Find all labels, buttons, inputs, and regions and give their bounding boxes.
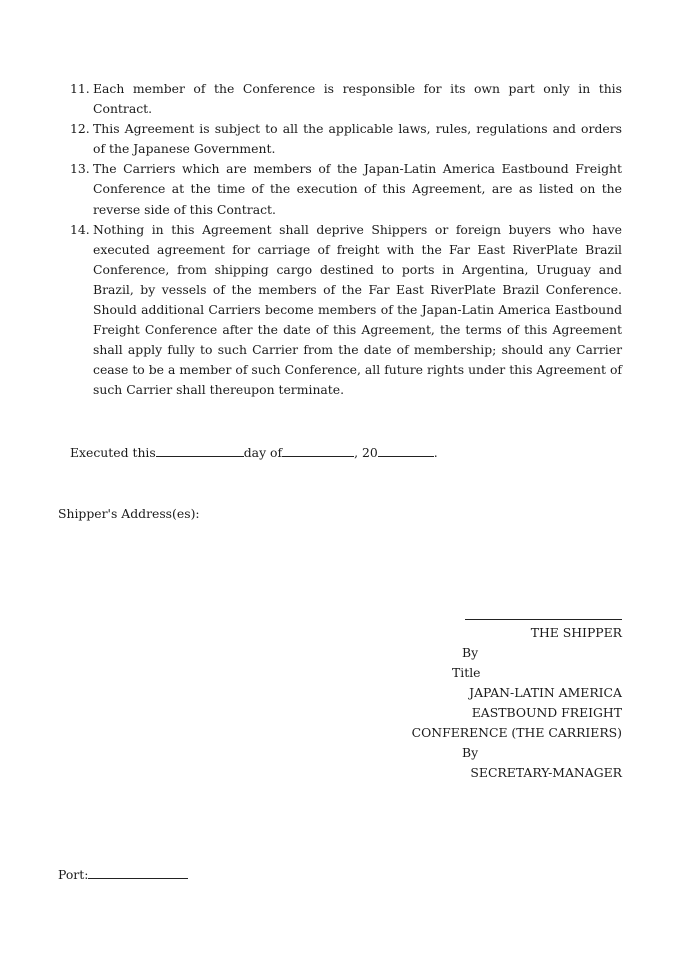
clause-number: 14. bbox=[70, 221, 90, 237]
port-field[interactable] bbox=[88, 866, 188, 879]
execution-line bbox=[70, 443, 680, 463]
clause-text: Nothing in this Agreement shall deprive Shippers or foreign buyers who have executed agreement for carriage of freight with the Far East RiverPlate Brazil Conference, from shipping cargo destined to ports in Argentina, Uruguay and Brazil, by vessels of the members of the Far East RiverPlate Brazil Conference. Should additional Carriers become members of the Japan-Latin America Eastbound Freight Conference after the date of this Agreement, the terms of this Agreement shall apply fully to such Carrier from the date of membership; should any Carrier cease to be a member of such Conference, all future rights under this Agreement of such Carrier shall thereupon terminate. bbox=[93, 221, 622, 398]
carrier-name-line-2: EASTBOUND FREIGHT bbox=[471, 704, 622, 720]
carrier-name-line-1: JAPAN-LATIN AMERICA bbox=[469, 684, 622, 700]
clause-11 bbox=[70, 79, 622, 119]
signature-block bbox=[0, 619, 680, 799]
shipper-address-label: Shipper's Address(es): bbox=[58, 505, 200, 521]
clause-text: The Carriers which are members of the Japan-Latin America Eastbound Freight Conference at the time of the execution of this Agreement, are as listed on the reverse side of this Contract. bbox=[93, 161, 622, 217]
execution-day-field[interactable] bbox=[156, 444, 244, 457]
the-shipper-label: THE SHIPPER bbox=[530, 624, 622, 640]
clause-number: 13. bbox=[70, 161, 90, 177]
execution-suffix: . bbox=[433, 444, 438, 460]
execution-month-field[interactable] bbox=[282, 444, 354, 457]
clause-13 bbox=[70, 159, 622, 219]
secretary-manager-label: SECRETARY-MANAGER bbox=[470, 764, 622, 780]
execution-year-field[interactable] bbox=[378, 444, 434, 457]
day-of-label: day of bbox=[243, 444, 283, 460]
clause-number: 11. bbox=[70, 81, 90, 96]
clause-text: This Agreement is subject to all the applicable laws, rules, regulations and orders of the Japanese Government. bbox=[93, 121, 622, 157]
shipper-signature-line[interactable] bbox=[465, 619, 622, 620]
clause-number: 12. bbox=[70, 121, 90, 137]
clause-12 bbox=[70, 119, 622, 159]
clause-14 bbox=[70, 220, 622, 401]
shipper-by-label: By bbox=[462, 644, 479, 660]
carrier-name-line-3: CONFERENCE (THE CARRIERS) bbox=[411, 724, 622, 740]
carrier-by-label: By bbox=[462, 744, 479, 760]
port-label: Port: bbox=[58, 866, 89, 882]
year-prefix-label: , 20 bbox=[354, 444, 378, 460]
port-line bbox=[58, 865, 680, 885]
clause-list bbox=[70, 79, 622, 401]
shipper-title-label: Title bbox=[452, 664, 481, 680]
executed-this-label: Executed this bbox=[70, 444, 156, 460]
clause-text: Each member of the Conference is responsible for its own part only in this Contract. bbox=[93, 81, 622, 117]
